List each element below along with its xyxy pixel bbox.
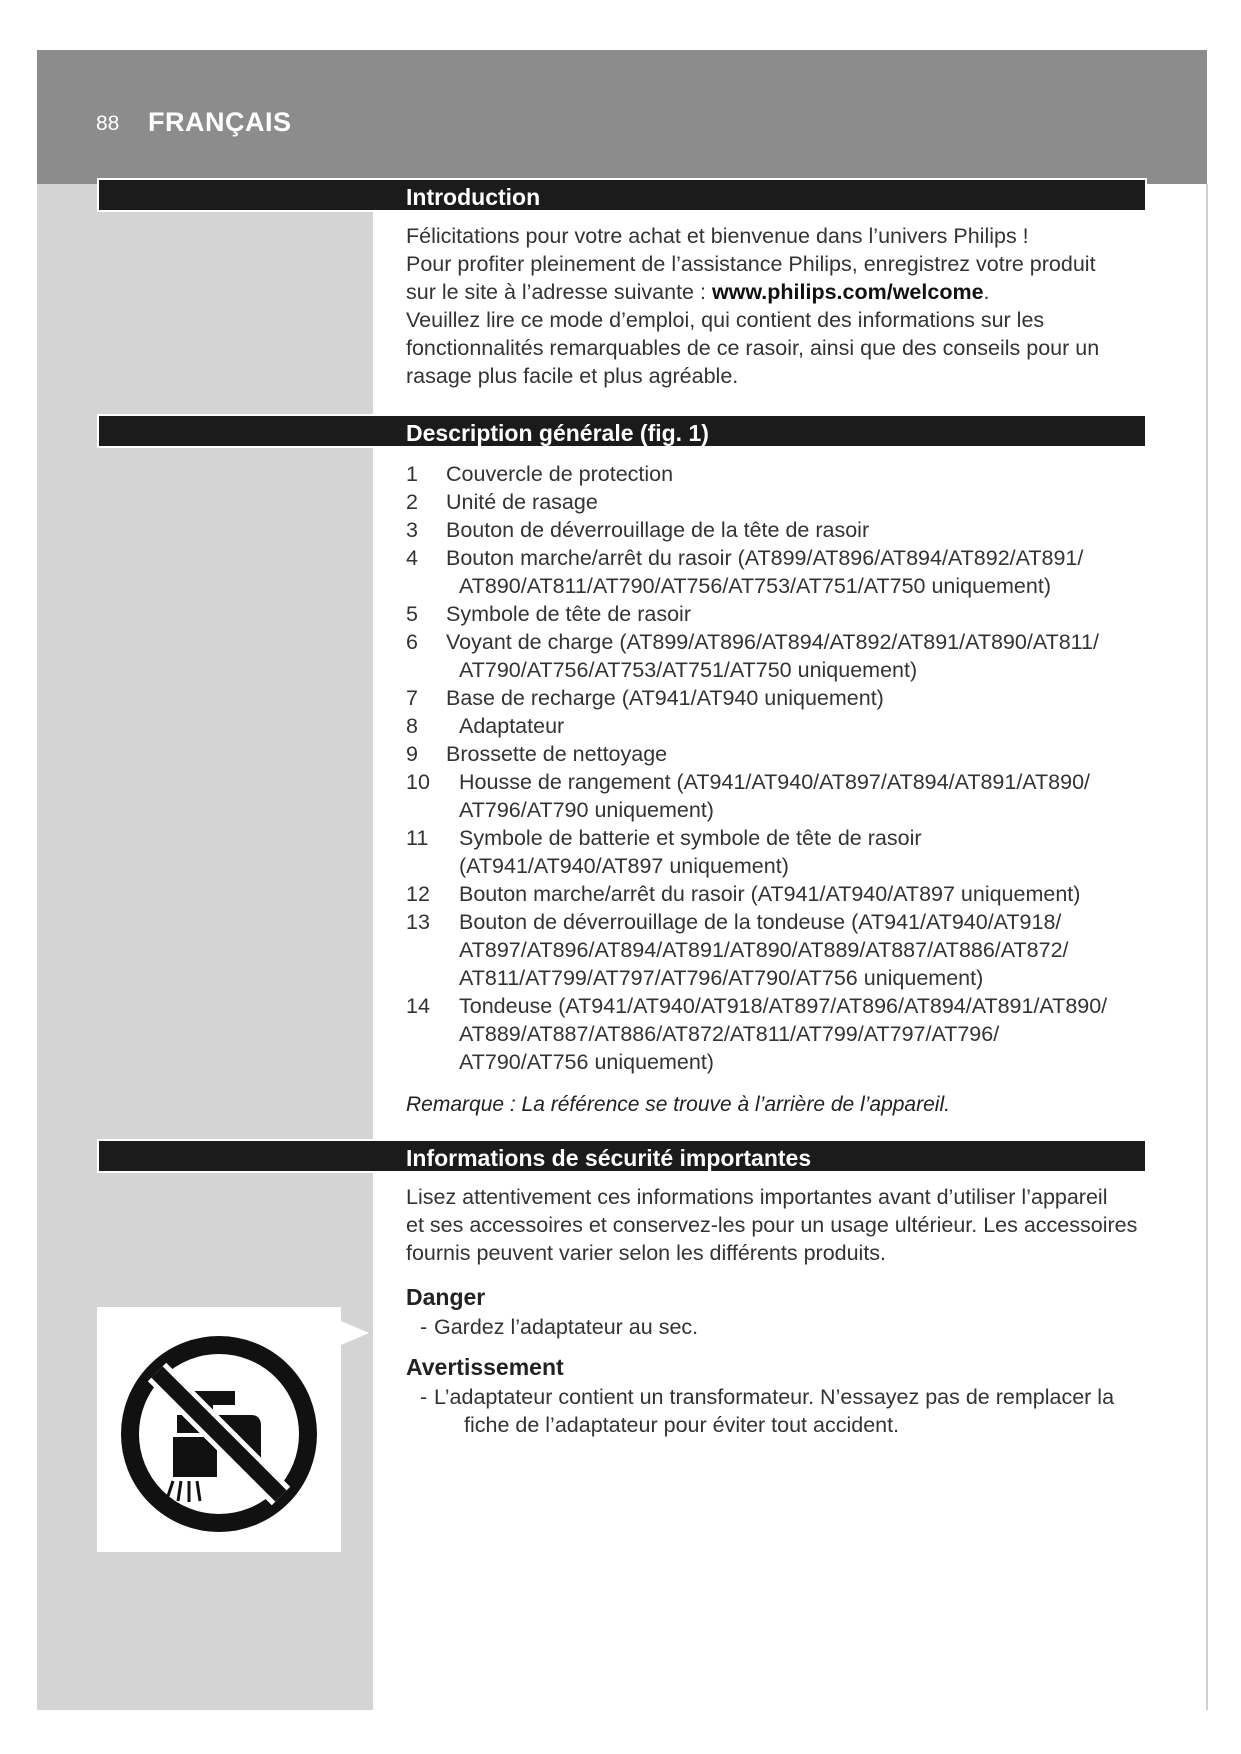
item-number: 10: [406, 770, 430, 794]
item-text-continued: AT811/AT799/AT797/AT796/AT790/AT756 uniquement): [459, 966, 984, 990]
item-text: Bouton marche/arrêt du rasoir (AT941/AT940/AT897 uniquement): [459, 882, 1081, 906]
item-text: Symbole de tête de rasoir: [446, 602, 691, 626]
item-text-continued: AT790/AT756 uniquement): [459, 1050, 714, 1074]
warning-item-text: L’adaptateur contient un transformateur. N’essayez pas de remplacer la: [434, 1385, 1115, 1409]
item-text: Unité de rasage: [446, 490, 598, 514]
section-title: Description générale (fig. 1): [406, 420, 709, 446]
section-title: Introduction: [406, 184, 541, 210]
item-text-continued: AT889/AT887/AT886/AT872/AT811/AT799/AT797/AT796/: [459, 1022, 1000, 1046]
language-title: FRANÇAIS: [148, 107, 292, 137]
item-number: 13: [406, 910, 430, 934]
item-text: Base de recharge (AT941/AT940 uniquement): [446, 686, 884, 710]
safety-line: et ses accessoires et conservez-les pour un usage ultérieur. Les accessoires: [406, 1213, 1138, 1237]
item-number: 9: [406, 742, 418, 766]
list-item: [406, 740, 1186, 768]
safety-line: fournis peuvent varier selon les différents produits.: [406, 1241, 887, 1265]
intro-text: .: [983, 280, 990, 304]
page-edge: [1206, 184, 1208, 1710]
item-text-continued: (AT941/AT940/AT897 uniquement): [459, 854, 789, 878]
list-item: [406, 712, 1186, 740]
item-text-continued: AT796/AT790 uniquement): [459, 798, 714, 822]
item-number: 3: [406, 518, 418, 542]
intro-line: Pour profiter pleinement de l’assistance Philips, enregistrez votre produit: [406, 252, 1096, 276]
list-item: [406, 544, 1186, 600]
item-text-continued: AT890/AT811/AT790/AT756/AT753/AT751/AT750 uniquement): [459, 574, 1051, 598]
item-number: 6: [406, 630, 418, 654]
figure-panel: [97, 1307, 341, 1552]
item-number: 11: [406, 826, 429, 850]
section-heading-description: [97, 414, 1147, 448]
item-text: Tondeuse (AT941/AT940/AT918/AT897/AT896/AT894/AT891/AT890/: [459, 994, 1108, 1018]
item-text: Voyant de charge (AT899/AT896/AT894/AT892/AT891/AT890/AT811/: [446, 630, 1099, 654]
list-item: [406, 992, 1186, 1076]
item-number: 1: [406, 462, 418, 486]
figure-pointer: [341, 1321, 369, 1345]
item-number: 12: [406, 882, 430, 906]
section-title: Informations de sécurité importantes: [406, 1145, 812, 1171]
item-number: 2: [406, 490, 418, 514]
list-item: [406, 516, 1186, 544]
no-water-tap-icon: [119, 1334, 319, 1534]
list-item: [406, 824, 1186, 880]
intro-line: Veuillez lire ce mode d’emploi, qui contient des informations sur les: [406, 308, 1045, 332]
safety-intro: [406, 1183, 1146, 1267]
intro-line: fonctionnalités remarquables de ce rasoir, ainsi que des conseils pour un: [406, 336, 1100, 360]
safety-line: Lisez attentivement ces informations importantes avant d’utiliser l’appareil: [406, 1185, 1108, 1209]
item-text: Couvercle de protection: [446, 462, 674, 486]
section-heading-safety: [97, 1139, 1147, 1173]
list-item: [406, 768, 1186, 824]
website-link[interactable]: www.philips.com/welcome: [711, 280, 984, 304]
list-item: [406, 628, 1186, 684]
danger-item-text: Gardez l’adaptateur au sec.: [434, 1315, 699, 1339]
parts-list: [406, 460, 1186, 1076]
intro-line-with-link: [406, 278, 1146, 306]
item-text: Bouton marche/arrêt du rasoir (AT899/AT896/AT894/AT892/AT891/: [446, 546, 1084, 570]
introduction-body: [406, 222, 1146, 390]
section-heading-introduction: [97, 178, 1147, 212]
item-number: 5: [406, 602, 418, 626]
bullet-dash: -: [420, 1385, 428, 1409]
item-text: Adaptateur: [459, 714, 565, 738]
item-text-continued: AT790/AT756/AT753/AT751/AT750 uniquement): [459, 658, 918, 682]
item-number: 8: [406, 714, 418, 738]
bullet-dash: -: [420, 1315, 428, 1339]
list-item: [406, 684, 1186, 712]
intro-text: sur le site à l’adresse suivante :: [406, 280, 712, 304]
list-item: [406, 880, 1186, 908]
danger-heading: Danger: [406, 1284, 486, 1310]
item-text: Brossette de nettoyage: [446, 742, 668, 766]
page-number: 88: [96, 112, 120, 135]
list-item: [406, 488, 1186, 516]
item-text: Housse de rangement (AT941/AT940/AT897/AT894/AT891/AT890/: [459, 770, 1091, 794]
item-number: 14: [406, 994, 430, 1018]
remark-note: Remarque : La référence se trouve à l’arrière de l’appareil.: [406, 1093, 950, 1116]
list-item: [406, 908, 1186, 992]
list-item: [406, 460, 1186, 488]
item-number: 4: [406, 546, 418, 570]
warning-heading: Avertissement: [406, 1354, 564, 1380]
intro-line: Félicitations pour votre achat et bienvenue dans l’univers Philips !: [406, 224, 1029, 248]
item-text: Bouton de déverrouillage de la tête de rasoir: [446, 518, 870, 542]
list-item: [406, 600, 1186, 628]
danger-item: [420, 1313, 1164, 1341]
warning-item: [420, 1383, 1164, 1439]
item-number: 7: [406, 686, 418, 710]
item-text: Bouton de déverrouillage de la tondeuse (AT941/AT940/AT918/: [459, 910, 1062, 934]
intro-line: rasage plus facile et plus agréable.: [406, 364, 739, 388]
warning-item-text-continued: fiche de l’adaptateur pour éviter tout accident.: [464, 1413, 900, 1437]
item-text-continued: AT897/AT896/AT894/AT891/AT890/AT889/AT887/AT886/AT872/: [459, 938, 1069, 962]
item-text: Symbole de batterie et symbole de tête de rasoir: [459, 826, 922, 850]
